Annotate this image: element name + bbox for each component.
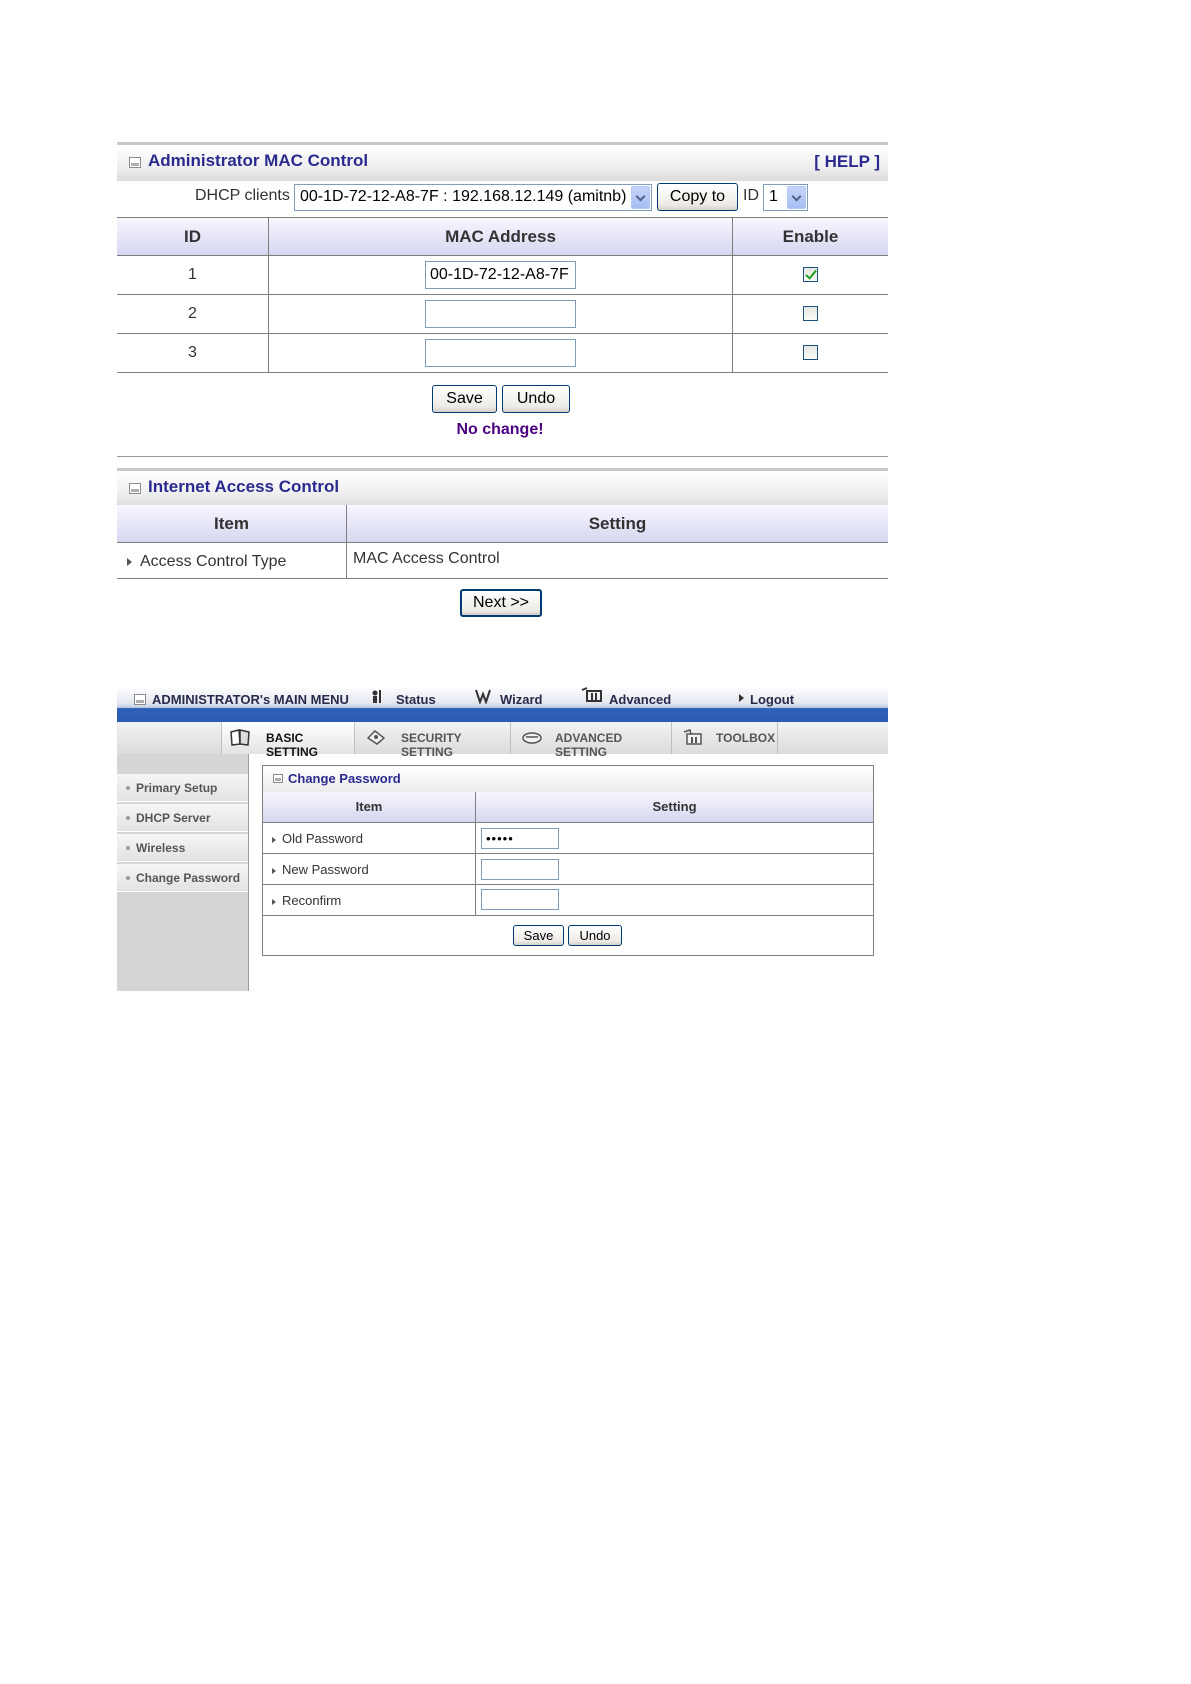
mac-address-input-2[interactable] — [425, 300, 576, 328]
cp-save-button[interactable]: Save — [513, 925, 564, 946]
sidebar-item-label: Primary Setup — [136, 781, 218, 795]
section-square-icon — [273, 774, 283, 783]
sidebar-item-change-password[interactable] — [117, 864, 248, 892]
status-message: No change! — [456, 421, 544, 438]
sidebar-item-label: Change Password — [136, 871, 241, 885]
access-control-type-label — [117, 543, 347, 578]
reconfirm-label-cell — [263, 885, 476, 915]
mac-undo-button[interactable]: Undo — [502, 385, 570, 413]
reconfirm-label: Reconfirm — [282, 893, 342, 908]
bullet-icon — [126, 786, 130, 790]
id-select-value: 1 — [769, 188, 778, 205]
section-square-icon — [129, 483, 141, 494]
chevron-down-icon[interactable] — [631, 186, 650, 209]
security-icon — [365, 728, 387, 746]
sidebar-item-label: DHCP Server — [136, 811, 211, 825]
menu-link-advanced[interactable]: Advanced — [609, 692, 672, 707]
menu-link-wizard[interactable]: Wizard — [500, 692, 543, 707]
mac-control-header — [117, 142, 888, 181]
tab-security-setting-label: SECURITY SETTING — [401, 731, 462, 759]
copy-to-button[interactable]: Copy to — [657, 183, 738, 211]
admin-menu-title: ADMINISTRATOR's MAIN MENU — [152, 692, 349, 707]
sidebar-item-label: Wireless — [136, 841, 186, 855]
old-password-label-cell — [263, 823, 476, 853]
mac-save-button[interactable]: Save — [432, 385, 497, 413]
triangle-right-icon — [739, 694, 744, 702]
toolbox-icon — [682, 728, 704, 746]
new-password-label-cell — [263, 854, 476, 884]
cp-undo-button[interactable]: Undo — [568, 925, 622, 946]
access-control-type-value: MAC Access Control — [353, 550, 500, 567]
enable-checkbox-3[interactable] — [803, 345, 818, 360]
access-control-type-text: Access Control Type — [140, 553, 287, 570]
settings-tabs — [117, 722, 888, 759]
internet-access-title: Internet Access Control — [148, 477, 340, 496]
id-select[interactable] — [763, 184, 808, 211]
bullet-icon — [126, 816, 130, 820]
old-password-input[interactable]: ••••• — [481, 828, 559, 849]
book-icon — [229, 728, 251, 746]
menu-link-status[interactable]: Status — [396, 692, 436, 707]
col-enable-header: Enable — [733, 218, 888, 255]
col-id-header: ID — [117, 218, 269, 255]
dhcp-clients-label: DHCP clients — [195, 187, 290, 204]
next-button[interactable]: Next >> — [460, 589, 542, 617]
enable-checkbox-2[interactable] — [803, 306, 818, 321]
menu-link-logout[interactable]: Logout — [750, 692, 795, 707]
new-password-input[interactable] — [481, 859, 559, 880]
triangle-right-icon — [272, 868, 276, 874]
table-row-1-id: 1 — [117, 256, 269, 294]
sidebar-item-primary-setup[interactable] — [117, 774, 248, 802]
sidebar-item-dhcp-server[interactable] — [117, 804, 248, 832]
new-password-label: New Password — [282, 862, 369, 877]
col-item-header: Item — [117, 505, 347, 542]
wizard-icon — [474, 688, 492, 704]
router-icon — [521, 728, 543, 746]
tab-basic-setting[interactable] — [221, 722, 355, 759]
tab-toolbox-label: TOOLBOX — [716, 731, 776, 745]
enable-checkbox-1[interactable] — [803, 267, 818, 282]
reconfirm-input[interactable] — [481, 889, 559, 910]
chevron-down-icon[interactable] — [787, 186, 806, 209]
triangle-right-icon — [272, 837, 276, 843]
tab-advanced-setting-label: ADVANCED SETTING — [555, 731, 623, 759]
sidebar — [117, 754, 249, 991]
change-password-title: Change Password — [288, 771, 401, 786]
advanced-icon — [581, 687, 603, 703]
dhcp-clients-value: 00-1D-72-12-A8-7F : 192.168.12.149 (amitnb) — [300, 188, 627, 205]
tab-toolbox[interactable] — [672, 722, 778, 754]
table-row-2-id: 2 — [117, 295, 269, 333]
bullet-icon — [126, 876, 130, 880]
cp-col-item-header: Item — [263, 792, 476, 822]
mac-control-title: Administrator MAC Control — [148, 151, 369, 170]
section-square-icon — [129, 157, 141, 168]
table-row-3-id: 3 — [117, 334, 269, 372]
mac-address-input-3[interactable] — [425, 339, 576, 367]
dhcp-clients-select[interactable] — [294, 184, 652, 211]
tab-security-setting[interactable] — [355, 722, 511, 759]
mac-address-input-1[interactable]: 00-1D-72-12-A8-7F — [425, 261, 576, 289]
col-mac-header: MAC Address — [269, 218, 733, 255]
col-setting-header: Setting — [347, 505, 888, 542]
tab-advanced-setting[interactable] — [511, 722, 672, 759]
tab-basic-setting-label: BASIC SETTING — [266, 731, 319, 759]
change-password-header — [263, 766, 873, 792]
triangle-right-icon — [127, 558, 132, 566]
sidebar-item-wireless[interactable] — [117, 834, 248, 862]
id-label: ID — [743, 187, 759, 204]
admin-menu-bar — [117, 686, 888, 722]
old-password-label: Old Password — [282, 831, 363, 846]
bullet-icon — [126, 846, 130, 850]
internet-access-header — [117, 468, 888, 507]
triangle-right-icon — [272, 899, 276, 905]
status-icon — [370, 688, 388, 704]
section-square-icon — [134, 694, 146, 705]
cp-col-setting-header: Setting — [476, 792, 873, 822]
help-link[interactable]: [ HELP ] — [814, 152, 880, 171]
